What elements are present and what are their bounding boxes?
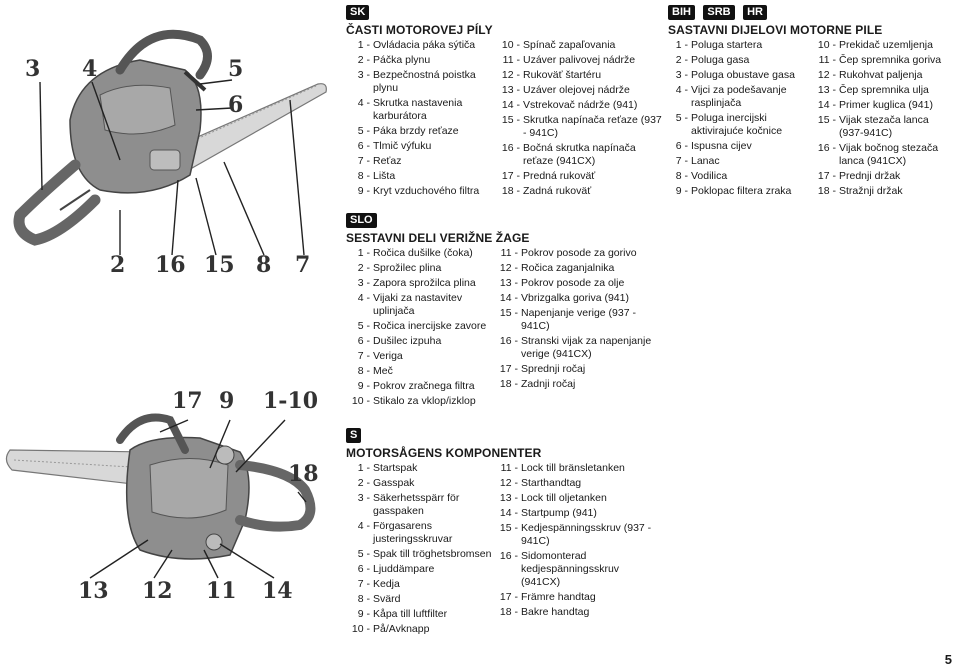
item-text: Spak till tröghetsbromsen <box>373 548 492 560</box>
list-item <box>346 262 494 275</box>
list-item <box>668 84 810 110</box>
parts-column-left <box>346 247 494 410</box>
item-text: Primer kuglica (941) <box>839 99 933 111</box>
item-number: 12 - <box>499 262 518 274</box>
item-text: Bakre handtag <box>521 606 590 618</box>
item-number: 1 - <box>675 39 688 51</box>
list-item <box>346 335 494 348</box>
item-number: 18 - <box>501 185 520 197</box>
item-text: Poluga gasa <box>691 54 750 66</box>
list-item <box>494 462 660 475</box>
item-number: 15 - <box>499 522 518 534</box>
item-number: 11 - <box>818 54 836 66</box>
item-text: Startpump (941) <box>521 507 597 519</box>
list-item <box>346 520 494 546</box>
item-text: Poluga obustave gasa <box>691 69 795 81</box>
item-text: Vbrizgalka goriva (941) <box>521 292 629 304</box>
item-text: Vodilica <box>691 170 728 182</box>
item-text: Vijak stezača lanca (937-941C) <box>839 114 929 139</box>
language-badges <box>346 425 664 443</box>
language-badges <box>346 210 664 228</box>
list-item <box>346 54 496 67</box>
parts-column-left <box>668 39 810 200</box>
language-badge: SLO <box>346 213 377 228</box>
list-item <box>496 54 662 67</box>
item-text: Napenjanje verige (937 - 941C) <box>521 307 636 332</box>
item-number: 17 - <box>499 363 518 375</box>
item-number: 16 - <box>501 142 520 154</box>
item-number: 13 - <box>499 492 518 504</box>
item-text: Reťaz <box>373 155 402 167</box>
item-number: 14 - <box>499 292 518 304</box>
language-badge: SK <box>346 5 369 20</box>
chainsaw-illustration-top <box>0 0 334 290</box>
section-title: ČASTI MOTOROVEJ PÍLY <box>346 23 493 37</box>
item-number: 6 - <box>675 140 688 152</box>
parts-column-left <box>346 462 494 638</box>
parts-column-left <box>346 39 496 200</box>
item-number: 6 - <box>357 140 370 152</box>
list-item <box>346 277 494 290</box>
list-item <box>346 97 496 123</box>
item-number: 3 - <box>357 277 370 289</box>
item-text: Lišta <box>373 170 396 182</box>
item-number: 2 - <box>675 54 688 66</box>
section-sk <box>346 2 664 200</box>
item-number: 3 - <box>357 69 370 81</box>
chainsaw-figure-top <box>0 0 334 290</box>
callout-label: 4 <box>82 56 98 82</box>
item-number: 10 - <box>501 39 520 51</box>
list-item <box>668 39 810 52</box>
list-item <box>810 185 956 198</box>
callout-label: 2 <box>110 252 126 278</box>
item-number: 3 - <box>675 69 688 81</box>
item-number: 12 - <box>499 477 518 489</box>
item-text: Spínač zapaľovania <box>523 39 616 51</box>
list-item <box>810 142 956 168</box>
list-item <box>494 307 660 333</box>
list-item <box>496 185 662 198</box>
item-text: Dušilec izpuha <box>373 335 442 347</box>
item-text: Gasspak <box>373 477 415 489</box>
list-item <box>346 125 496 138</box>
list-item <box>496 39 662 52</box>
item-text: På/Avknapp <box>373 623 430 635</box>
callout-label: 8 <box>256 252 272 278</box>
item-number: 5 - <box>675 112 688 124</box>
list-item <box>810 54 956 67</box>
language-badges <box>668 2 958 20</box>
parts-column-right <box>494 462 660 638</box>
item-number: 15 - <box>499 307 518 319</box>
item-text: Zadná rukoväť <box>523 185 592 197</box>
list-item <box>346 578 494 591</box>
list-item <box>668 112 810 138</box>
list-item <box>496 170 662 183</box>
item-text: Poluga startera <box>691 39 763 51</box>
item-number: 18 - <box>499 606 518 618</box>
item-number: 14 - <box>817 99 836 111</box>
list-item <box>346 69 496 95</box>
item-number: 16 - <box>817 142 836 154</box>
item-text: Sidomonterad kedjespänningsskruv (941CX) <box>521 550 620 588</box>
item-text: Prekidač uzemljenja <box>839 39 933 51</box>
item-number: 11 - <box>502 54 520 66</box>
list-item <box>346 365 494 378</box>
list-item <box>496 99 662 112</box>
item-number: 7 - <box>675 155 688 167</box>
item-number: 13 - <box>817 84 836 96</box>
list-item <box>494 522 660 548</box>
item-text: Förgasarens justeringsskruvar <box>373 520 453 545</box>
list-item <box>494 247 660 260</box>
item-text: Čep spremnika ulja <box>839 84 929 96</box>
parts-column-right <box>494 247 660 410</box>
item-text: Veriga <box>373 350 403 362</box>
callout-label: 12 <box>142 578 173 604</box>
item-number: 2 - <box>357 477 370 489</box>
item-text: Lanac <box>691 155 720 167</box>
item-text: Sprednji ročaj <box>521 363 586 375</box>
item-text: Čep spremnika goriva <box>839 54 942 66</box>
item-number: 4 - <box>675 84 688 96</box>
item-text: Kedja <box>373 578 400 590</box>
item-text: Ljuddämpare <box>373 563 435 575</box>
list-item <box>346 350 494 363</box>
callout-label: 16 <box>155 252 186 278</box>
list-item <box>346 170 496 183</box>
item-number: 9 - <box>357 608 370 620</box>
item-text: Vijaki za nastavitev uplinjača <box>373 292 463 317</box>
list-item <box>496 114 662 140</box>
item-number: 16 - <box>499 335 518 347</box>
list-item <box>810 170 956 183</box>
item-text: Uzáver palivovej nádrže <box>523 54 636 66</box>
callout-label: 9 <box>219 388 235 414</box>
item-number: 12 - <box>501 69 520 81</box>
item-text: Ročica dušilke (čoka) <box>373 247 473 259</box>
item-text: Pokrov zračnega filtra <box>373 380 475 392</box>
item-number: 11 - <box>500 247 518 259</box>
item-text: Ročica zaganjalnika <box>521 262 615 274</box>
list-item <box>346 320 494 333</box>
list-item <box>668 170 810 183</box>
list-item <box>494 606 660 619</box>
item-text: Skrutka nastavenia karburátora <box>373 97 463 122</box>
item-text: Starthandtag <box>521 477 582 489</box>
item-number: 13 - <box>499 277 518 289</box>
item-text: Vijak bočnog stezača lanca (941CX) <box>839 142 939 167</box>
item-text: Prednji držak <box>839 170 901 182</box>
list-item <box>494 277 660 290</box>
list-item <box>494 335 660 361</box>
item-number: 14 - <box>499 507 518 519</box>
list-item <box>496 69 662 82</box>
item-text: Skrutka napínača reťaze (937 - 941C) <box>523 114 662 139</box>
item-text: Páčka plynu <box>373 54 431 66</box>
chainsaw-figure-bottom <box>0 380 334 671</box>
parts-column-right <box>496 39 662 200</box>
item-number: 15 - <box>501 114 520 126</box>
item-number: 10 - <box>351 395 370 407</box>
list-item <box>346 593 494 606</box>
list-item <box>494 262 660 275</box>
item-number: 8 - <box>357 593 370 605</box>
list-item <box>346 155 496 168</box>
item-number: 17 - <box>817 170 836 182</box>
item-text: Startspak <box>373 462 418 474</box>
item-text: Kryt vzduchového filtra <box>373 185 480 197</box>
list-item <box>346 395 494 408</box>
item-text: Zapora sprožilca plina <box>373 277 476 289</box>
list-item <box>346 140 496 153</box>
section-s <box>346 425 664 638</box>
chainsaw-illustration-bottom <box>0 380 334 671</box>
item-number: 8 - <box>357 170 370 182</box>
list-item <box>496 142 662 168</box>
list-item <box>494 363 660 376</box>
item-text: Kedjespänningsskruv (937 - 941C) <box>521 522 652 547</box>
list-item <box>494 507 660 520</box>
list-item <box>810 99 956 112</box>
list-item <box>496 84 662 97</box>
item-number: 10 - <box>817 39 836 51</box>
list-item <box>346 39 496 52</box>
callout-label: 7 <box>295 252 311 278</box>
item-number: 5 - <box>357 125 370 137</box>
item-number: 6 - <box>357 335 370 347</box>
item-text: Vijci za podešavanje rasplinjača <box>691 84 787 109</box>
list-item <box>346 292 494 318</box>
item-number: 8 - <box>357 365 370 377</box>
item-text: Lock till oljetanken <box>521 492 607 504</box>
language-badge: SRB <box>703 5 734 20</box>
item-number: 18 - <box>499 378 518 390</box>
list-item <box>346 492 494 518</box>
item-text: Vstrekovač nádrže (941) <box>523 99 638 111</box>
item-number: 9 - <box>357 380 370 392</box>
callout-label: 5 <box>228 56 244 82</box>
item-text: Ročica inercijske zavore <box>373 320 487 332</box>
item-text: Bezpečnostná poistka plynu <box>373 69 476 94</box>
section-title: MOTORSÅGENS KOMPONENTER <box>346 446 542 460</box>
item-text: Bočná skrutka napínača reťaze (941CX) <box>523 142 636 167</box>
item-number: 3 - <box>357 492 370 504</box>
list-item <box>668 140 810 153</box>
section-title: SESTAVNI DELI VERIŽNE ŽAGE <box>346 231 530 245</box>
item-number: 17 - <box>499 591 518 603</box>
language-badge: BIH <box>668 5 695 20</box>
section-bih-srb-hr <box>668 2 958 200</box>
item-number: 7 - <box>357 578 370 590</box>
list-item <box>346 563 494 576</box>
item-number: 18 - <box>817 185 836 197</box>
item-number: 1 - <box>357 462 370 474</box>
item-text: Ovládacia páka sýtiča <box>373 39 476 51</box>
parts-column-right <box>810 39 956 200</box>
item-number: 10 - <box>351 623 370 635</box>
item-text: Säkerhetsspärr för gasspaken <box>373 492 460 517</box>
item-text: Svärd <box>373 593 401 605</box>
item-text: Pokrov posode za gorivo <box>521 247 637 259</box>
list-item <box>494 292 660 305</box>
language-badge: S <box>346 428 361 443</box>
item-text: Pokrov posode za olje <box>521 277 625 289</box>
item-text: Ispusna cijev <box>691 140 752 152</box>
list-item <box>346 247 494 260</box>
item-number: 4 - <box>357 292 370 304</box>
item-number: 9 - <box>675 185 688 197</box>
item-text: Stikalo za vklop/izklop <box>373 395 476 407</box>
list-item <box>668 69 810 82</box>
list-item <box>494 492 660 505</box>
list-item <box>810 114 956 140</box>
item-text: Zadnji ročaj <box>521 378 576 390</box>
list-item <box>346 185 496 198</box>
item-text: Tlmič výfuku <box>373 140 432 152</box>
list-item <box>346 608 494 621</box>
list-item <box>810 84 956 97</box>
item-text: Rukohvat paljenja <box>839 69 923 81</box>
callout-label: 18 <box>288 461 319 487</box>
item-text: Uzáver olejovej nádrže <box>523 84 630 96</box>
item-number: 2 - <box>357 54 370 66</box>
item-number: 5 - <box>357 548 370 560</box>
list-item <box>346 380 494 393</box>
item-number: 7 - <box>357 155 370 167</box>
item-text: Páka brzdy reťaze <box>373 125 459 137</box>
page-number: 5 <box>944 652 952 667</box>
list-item <box>668 54 810 67</box>
list-item <box>346 548 494 561</box>
callout-label: 6 <box>228 92 244 118</box>
callout-label: 14 <box>262 578 293 604</box>
callout-label: 1-10 <box>263 388 319 414</box>
item-number: 2 - <box>357 262 370 274</box>
item-number: 9 - <box>357 185 370 197</box>
item-number: 12 - <box>817 69 836 81</box>
callout-label: 13 <box>78 578 109 604</box>
item-number: 4 - <box>357 520 370 532</box>
list-item <box>346 477 494 490</box>
item-number: 1 - <box>357 247 370 259</box>
item-text: Poklopac filtera zraka <box>691 185 792 197</box>
item-number: 16 - <box>499 550 518 562</box>
item-number: 15 - <box>817 114 836 126</box>
list-item <box>810 39 956 52</box>
callout-label: 3 <box>25 56 41 82</box>
item-text: Kåpa till luftfilter <box>373 608 448 620</box>
item-text: Rukoväť štartéru <box>523 69 602 81</box>
section-slo <box>346 210 664 410</box>
item-text: Främre handtag <box>521 591 596 603</box>
list-item <box>810 69 956 82</box>
item-text: Meč <box>373 365 393 377</box>
item-number: 1 - <box>357 39 370 51</box>
item-number: 5 - <box>357 320 370 332</box>
item-number: 11 - <box>500 462 518 474</box>
item-number: 17 - <box>501 170 520 182</box>
callout-label: 11 <box>206 578 237 604</box>
list-item <box>494 591 660 604</box>
list-item <box>346 462 494 475</box>
item-text: Predná rukoväť <box>523 170 596 182</box>
item-text: Lock till bränsletanken <box>521 462 625 474</box>
list-item <box>494 378 660 391</box>
list-item <box>668 185 810 198</box>
item-text: Poluga inercijski aktivirajuće kočnice <box>691 112 783 137</box>
item-number: 14 - <box>501 99 520 111</box>
language-badges <box>346 2 664 20</box>
item-number: 13 - <box>501 84 520 96</box>
section-title: SASTAVNI DIJELOVI MOTORNE PILE <box>668 23 883 37</box>
list-item <box>494 550 660 589</box>
language-badge: HR <box>743 5 767 20</box>
item-text: Sprožilec plina <box>373 262 442 274</box>
item-text: Stražnji držak <box>839 185 903 197</box>
item-number: 6 - <box>357 563 370 575</box>
item-number: 4 - <box>357 97 370 109</box>
item-number: 8 - <box>675 170 688 182</box>
callout-label: 15 <box>204 252 235 278</box>
list-item <box>346 623 494 636</box>
item-number: 7 - <box>357 350 370 362</box>
list-item <box>668 155 810 168</box>
list-item <box>494 477 660 490</box>
item-text: Stranski vijak za napenjanje verige (941CX) <box>521 335 652 360</box>
callout-label: 17 <box>172 388 203 414</box>
